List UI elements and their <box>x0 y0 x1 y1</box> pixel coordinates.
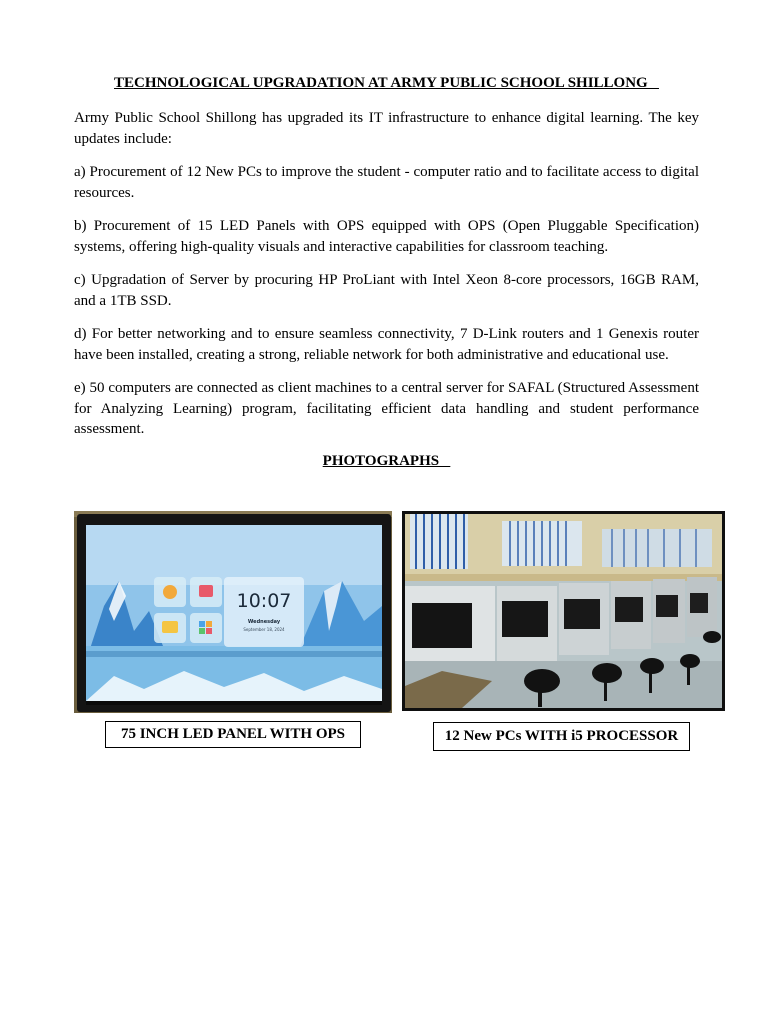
point-d: d) For better networking and to ensure seamless connectivity, 7 D-Link routers and 1 Genexis router have been installed, creating a strong, reliable network for both administrative and educational use. <box>74 326 699 363</box>
point-a: a) Procurement of 12 New PCs to improve the student - computer ratio and to facilitate access to digital resources. <box>74 164 699 201</box>
panel-screen-day: Wednesday <box>247 619 281 625</box>
led-panel-caption: 75 INCH LED PANEL WITH OPS <box>105 721 361 748</box>
document-title: TECHNOLOGICAL UPGRADATION AT ARMY PUBLIC SCHOOL SHILLONG <box>114 75 659 91</box>
point-b: b) Procurement of 15 LED Panels with OPS equipped with OPS (Open Pluggable Specification) systems, offering high-quality visuals and interactive capabilities for classroom teaching. <box>74 218 699 255</box>
led-panel-photo <box>74 511 392 713</box>
computer-lab-caption: 12 New PCs WITH i5 PROCESSOR <box>433 722 690 751</box>
computer-lab-photo <box>402 511 725 711</box>
panel-screen-time: 10:07 <box>236 590 292 612</box>
point-e: e) 50 computers are connected as client machines to a central server for SAFAL (Structured Assessment for Analyzing Learning) program, facilitating efficient data handling and student performance assessment. <box>74 380 699 437</box>
intro-paragraph: Army Public School Shillong has upgraded its IT infrastructure to enhance digital learning. The key updates include: <box>74 110 699 147</box>
panel-screen-date: September 18, 2024 <box>243 627 285 632</box>
photographs-heading: PHOTOGRAPHS <box>322 453 451 469</box>
point-c: c) Upgradation of Server by procuring HP ProLiant with Intel Xeon 8-core processors, 16GB RAM, and a 1TB SSD. <box>74 272 699 309</box>
